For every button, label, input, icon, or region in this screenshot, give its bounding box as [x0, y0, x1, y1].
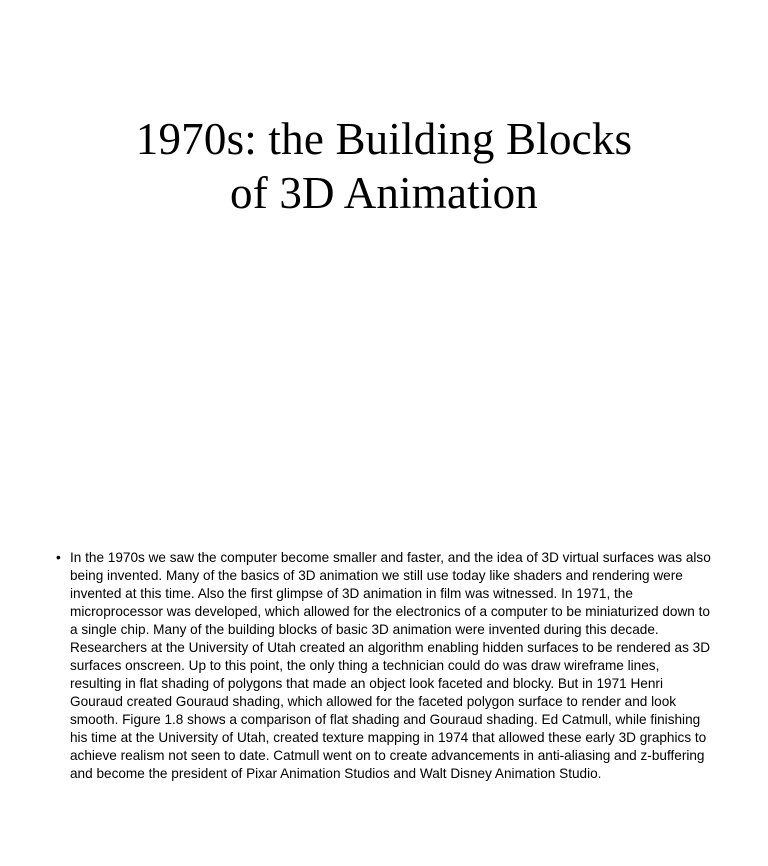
- bullet-list: [56, 549, 712, 783]
- slide-title-line-1: 1970s: the Building Blocks: [135, 114, 633, 164]
- bullet-text: In the 1970s we saw the computer become smaller and faster, and the idea of 3D virtual surfaces was also being invented. Many of the basics of 3D animation we still use today like shaders and rendering were invented at this time. Also the first glimpse of 3D animation in film was witnessed. In 1971, the microprocessor was developed, which allowed for the electronics of a computer to be miniaturized down to a single chip. Many of the building blocks of basic 3D animation were invented during this decade. Researchers at the University of Utah created an algorithm enabling hidden surfaces to be rendered as 3D surfaces onscreen. Up to this point, the only thing a technician could do was draw wireframe lines, resulting in flat shading of polygons that made an object look faceted and blocky. But in 1971 Henri Gouraud created Gouraud shading, which allowed for the faceted polygon surface to render and look smooth. Figure 1.8 shows a comparison of flat shading and Gouraud shading. Ed Catmull, while finishing his time at the University of Utah, created texture mapping in 1974 that allowed these early 3D graphics to achieve realism not seen to date. Catmull went on to create advancements in anti-aliasing and z-buffering and become the president of Pixar Animation Studios and Walt Disney Animation Studio.: [70, 550, 711, 781]
- bullet-item: [56, 549, 712, 783]
- slide-title-line-2: of 3D Animation: [230, 168, 538, 218]
- bullet-marker: •: [56, 550, 61, 565]
- slide-title: [40, 112, 728, 220]
